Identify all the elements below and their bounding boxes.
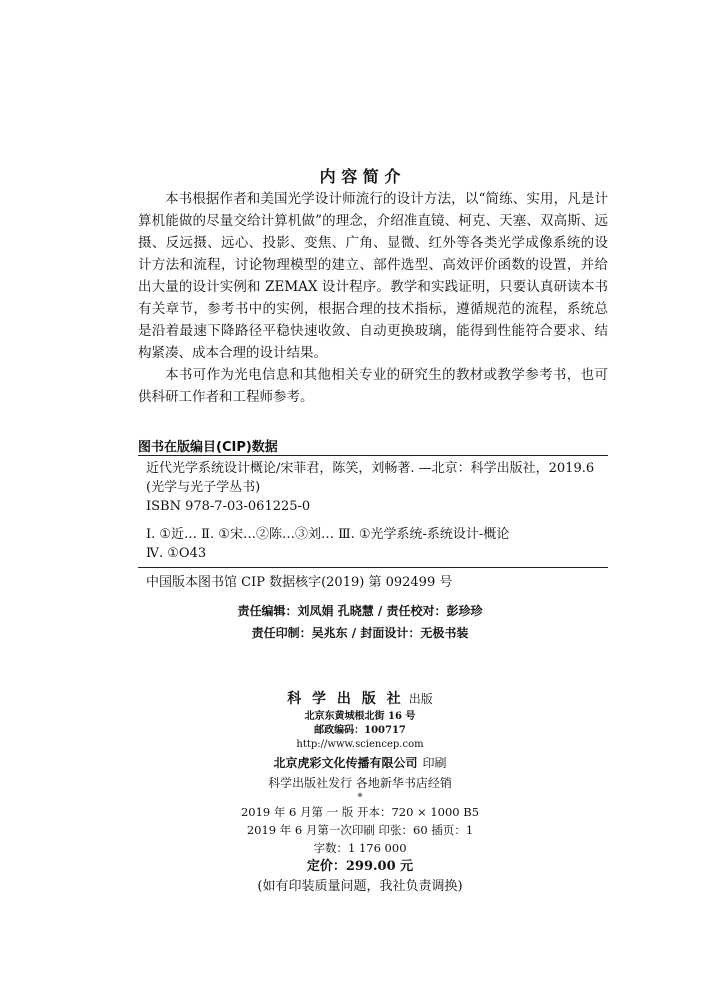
printer-name: 北京虎彩文化传播有限公司 [273,756,418,770]
cip-bottom-rule [138,567,608,568]
distribution-line: 科学出版社发行 各地新华书店经销 [268,776,452,790]
summary-paragraph-2: 本书可作为光电信息和其他相关专业的研究生的教材或教学参考书，也可供科研工作者和工程师参考。 [138,367,608,405]
editors-line-1: 责任编辑：刘凤娟 孔晓慧 / 责任校对：彭珍珍 [237,604,483,618]
publisher-name-suffix: 出版 [408,692,433,706]
edition-line-1: 2019 年 6 月第 一 版 开本：720 × 1000 B5 [240,805,480,819]
cip-heading: 图书在版编目(CIP)数据 [138,440,278,455]
publisher-block [0,688,720,897]
printer-suffix: 印刷 [422,756,447,770]
cip-classification-1: Ⅰ. ①近… Ⅱ. ①宋…②陈…③刘… Ⅲ. ①光学系统-系统设计-概论 [146,527,510,542]
publisher-postcode: 邮政编码：100717 [314,725,406,736]
publisher-website: http://www.sciencep.com [296,739,424,750]
cip-classification-2: Ⅳ. ①O43 [146,546,207,561]
cip-gap [146,516,606,525]
editors-line-2: 责任印制：吴兆东 / 封面设计：无极书装 [251,626,469,640]
cip-title-line: 近代光学系统设计概论/宋菲君，陈笑，刘畅著. —北京：科学出版社，2019.6 [146,461,595,476]
summary-title: 内 容 简 介 [319,167,401,186]
price: 定价：299.00 元 [306,859,414,874]
cip-series: (光学与光子学丛书) [146,480,261,495]
summary-body [138,188,608,408]
publisher-name: 科 学 出 版 社 [287,691,404,707]
cip-data-block [146,459,606,563]
word-count: 字数：1 176 000 [313,841,407,855]
cip-isbn: ISBN 978-7-03-061225-0 [146,499,311,514]
summary-paragraph-1: 本书根据作者和美国光学设计师流行的设计方法，以“简练、实用，凡是计算机能做的尽量交给计算机做”的理念，介绍准直镜、柯克、天塞、双高斯、远摄、反远摄、远心、投影、变焦、广角、显微、红外等各类光学成像系统的设计方法和流程，讨论物理模型的建立、部件选型、高效评价函数的设置，并给出大量的设计实例和 ZEMAX 设计程序。教学和实践证明，只要认真研读本书有关章节，参考书中的实例，根据合理的技术指标，遵循规范的流程，系统总是沿着最速下降路径平稳快速收敛、自动更换玻璃，能得到性能符合要求、结构紧凑、成本合理的设计结果。 [138,191,608,361]
cip-top-rule [138,455,608,456]
publisher-address: 北京东黄城根北街 16 号 [304,711,416,722]
cip-number: 中国版本图书馆 CIP 数据核字(2019) 第 092499 号 [146,575,453,590]
separator-star: * [357,792,363,803]
quality-notice: (如有印装质量问题，我社负责调换) [257,879,463,894]
editors-block [0,600,720,644]
edition-line-2: 2019 年 6 月第一次印刷 印张：60 插页：1 [246,823,474,837]
